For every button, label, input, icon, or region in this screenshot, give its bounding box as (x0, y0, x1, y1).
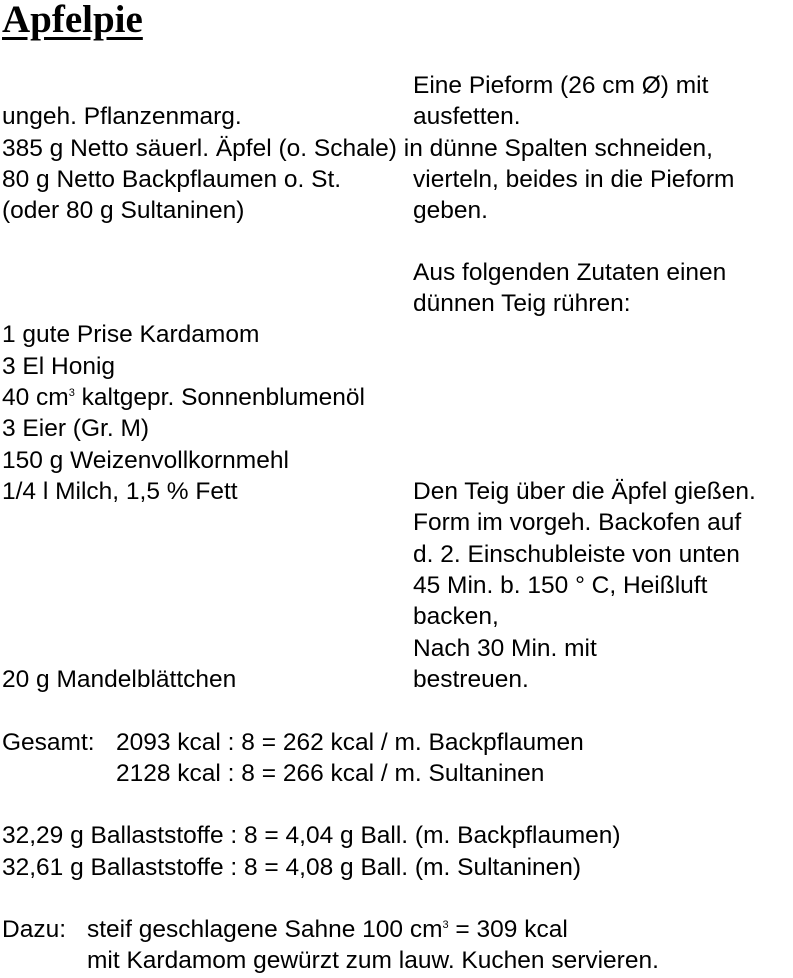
totals-line: 2093 kcal : 8 = 262 kcal / m. Backpflaumen (116, 729, 584, 756)
ingredient-line: 3 Eier (Gr. M) (2, 415, 150, 442)
ingredient-line: 1 gute Prise Kardamom (2, 321, 260, 348)
serving-line (87, 915, 568, 945)
ingredient-instruction-line: 385 g Netto säuerl. Äpfel (o. Schale) in dünne Spalten schneiden, (2, 135, 713, 162)
ingredient-line: 1/4 l Milch, 1,5 % Fett (2, 478, 238, 505)
serving-label: Dazu: (2, 916, 67, 943)
ingredient-line: 80 g Netto Backpflaumen o. St. (2, 166, 342, 193)
instruction-line: Form im vorgeh. Backofen auf (413, 509, 742, 536)
totals-line: 2128 kcal : 8 = 266 kcal / m. Sultaninen (116, 760, 545, 787)
instruction-line: ausfetten. (413, 103, 521, 130)
ingredient-line (2, 383, 365, 413)
ingredient-line: (oder 80 g Sultaninen) (2, 197, 245, 224)
instruction-line: backen, (413, 603, 499, 630)
totals-label: Gesamt: (2, 729, 95, 756)
instruction-line: bestreuen. (413, 666, 529, 693)
instruction-line: d. 2. Einschubleiste von unten (413, 541, 740, 568)
instruction-line: geben. (413, 197, 488, 224)
ingredient-name: kaltgepr. Sonnenblumenöl (74, 384, 365, 411)
serving-kcal: = 309 kcal (448, 916, 568, 943)
instruction-line: Den Teig über die Äpfel gießen. (413, 478, 756, 505)
serving-line: mit Kardamom gewürzt zum lauw. Kuchen servieren. (87, 947, 659, 974)
recipe-title: Apfelpie (2, 0, 143, 41)
ingredient-amount: 40 cm (2, 384, 69, 411)
serving-text: steif geschlagene Sahne 100 cm (87, 916, 443, 943)
ingredient-line: 20 g Mandelblättchen (2, 666, 237, 693)
instruction-line: 45 Min. b. 150 ° C, Heißluft (413, 572, 708, 599)
instruction-line: Eine Pieform (26 cm Ø) mit (413, 72, 709, 99)
fiber-line: 32,29 g Ballaststoffe : 8 = 4,04 g Ball. (m. Backpflaumen) (2, 822, 621, 849)
fiber-line: 32,61 g Ballaststoffe : 8 = 4,08 g Ball. (m. Sultaninen) (2, 854, 582, 881)
superscript: 3 (68, 387, 75, 399)
instruction-line: Nach 30 Min. mit (413, 635, 597, 662)
instruction-line: dünnen Teig rühren: (413, 290, 631, 317)
ingredient-line: 3 El Honig (2, 353, 116, 380)
instruction-line: vierteln, beides in die Pieform (413, 166, 735, 193)
instruction-line: Aus folgenden Zutaten einen (413, 259, 727, 286)
ingredient-line: 150 g Weizenvollkornmehl (2, 447, 289, 474)
superscript: 3 (442, 919, 449, 931)
ingredient-line: ungeh. Pflanzenmarg. (2, 103, 242, 130)
